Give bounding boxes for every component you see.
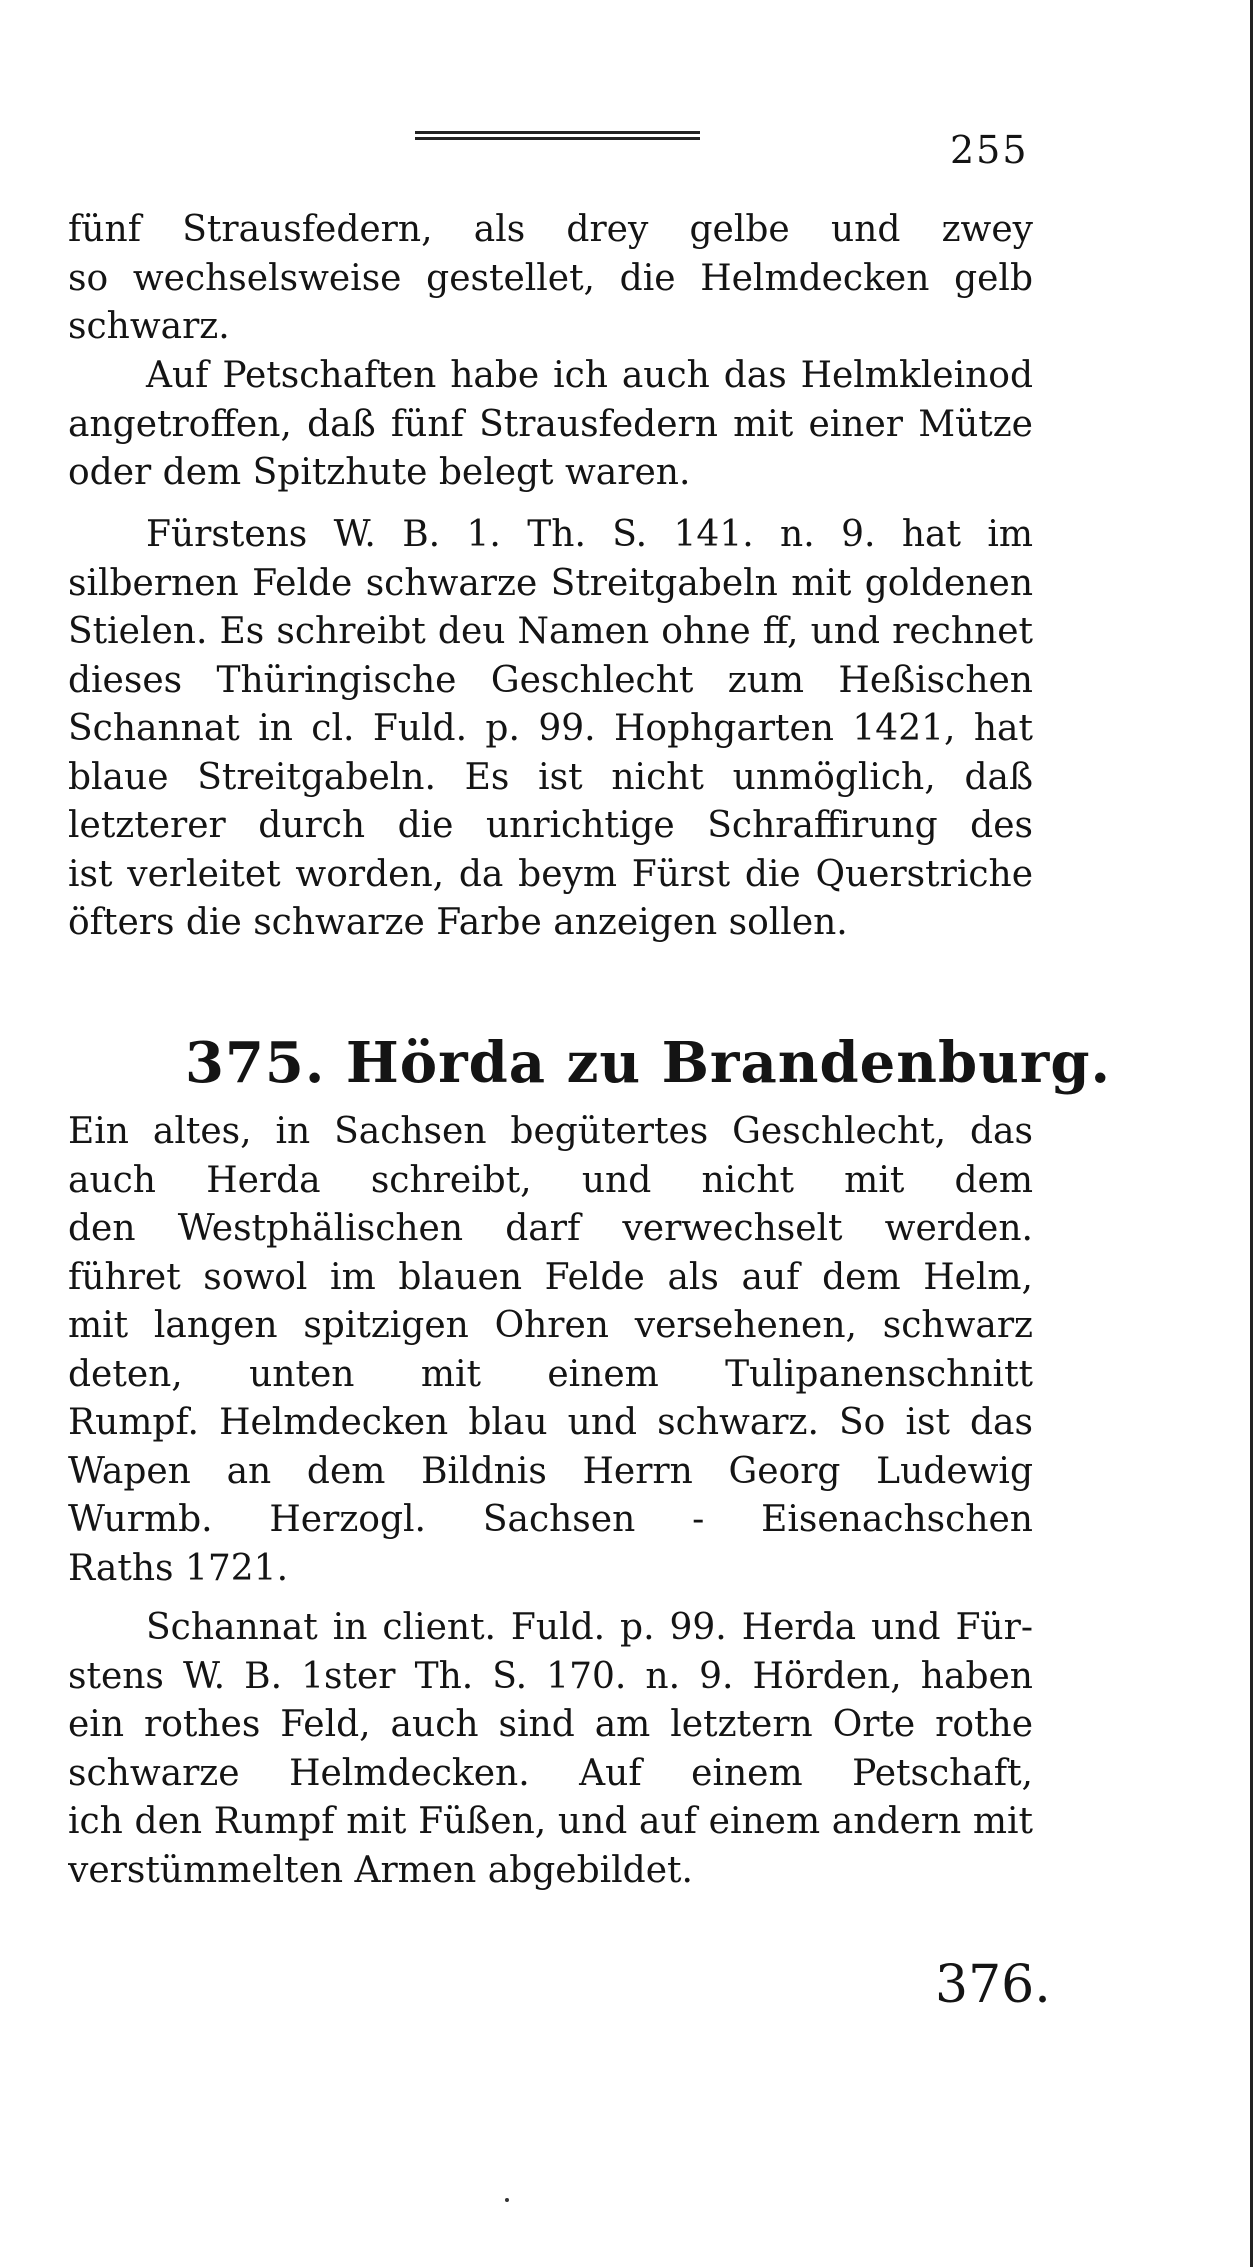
paragraph-4 (68, 1108, 1033, 1593)
text-line: silbernen Felde schwarze Streitgabeln mit goldenen (68, 562, 1033, 604)
text-line: führet sowol im blauen Felde als auf dem Helm, (68, 1256, 1033, 1298)
text-line: Ein altes, in Sachsen begütertes Geschlecht, das (68, 1111, 1033, 1152)
paragraph-3 (68, 511, 1033, 948)
text-line: schwarze Helmdecken. Auf einem Petschaft, (68, 1752, 1033, 1794)
text-line: ist verleitet worden, da beym Fürst die Querstriche (68, 853, 1033, 895)
catchword: 376. (935, 1955, 1051, 2015)
paragraph-1 (68, 206, 1033, 352)
text-line: fünf Strausfedern, als drey gelbe und zwey (68, 209, 1033, 250)
text-line: schwarz. (68, 306, 230, 347)
text-line: mit langen spitzigen Ohren versehenen, schwarz (68, 1305, 1033, 1346)
text-line: angetroffen, daß fünf Strausfedern mit einer Mütze (68, 403, 1033, 445)
text-line: auch Herda schreibt, und nicht mit dem (68, 1159, 1033, 1201)
text-line: den Westphälischen darf verwechselt werden. (68, 1208, 1033, 1249)
section-title: 375. Hörda zu Brandenburg. (185, 1030, 1111, 1096)
text-line: ich den Rumpf mit Füßen, und auf einem andern mit (68, 1801, 1033, 1842)
page-number: 255 (950, 128, 1029, 172)
text-line: stens W. B. 1ster Th. S. 170. n. 9. Hörden, haben (68, 1655, 1033, 1697)
paragraph-2 (68, 352, 1033, 498)
text-line: verstümmelten Armen abgebildet. (68, 1849, 693, 1891)
text-line: so wechselsweise gestellet, die Helmdecken gelb (68, 257, 1033, 299)
text-line: dieses Thüringische Geschlecht zum Heßischen (68, 659, 1033, 701)
text-line: deten, unten mit einem Tulipanenschnitt (68, 1353, 1033, 1395)
text-line: letzterer durch die unrichtige Schraffirung des (68, 805, 1033, 846)
text-line: Wurmb. Herzogl. Sachsen - Eisenachschen (68, 1499, 1033, 1540)
ink-speck (505, 2198, 509, 2202)
text-line: Schannat in cl. Fuld. p. 99. Hophgarten 1421, hat (68, 708, 1033, 749)
text-line: Wapen an dem Bildnis Herrn Georg Ludewig (68, 1450, 1033, 1492)
page-edge-divider (1250, 0, 1253, 2267)
paragraph-5 (68, 1604, 1033, 1895)
text-line: Schannat in client. Fuld. p. 99. Herda und Für- (146, 1607, 1033, 1648)
text-line: Stielen. Es schreibt deu Namen ohne ff, und rechnet (68, 611, 1033, 652)
text-line: blaue Streitgabeln. Es ist nicht unmöglich, daß (68, 756, 1033, 798)
header-ornament-rule (415, 131, 700, 145)
text-line: öfters die schwarze Farbe anzeigen sollen. (68, 902, 848, 943)
text-line: Raths 1721. (68, 1547, 289, 1589)
text-line: ein rothes Feld, auch sind am letztern Orte rothe (68, 1704, 1033, 1745)
text-line: Auf Petschaften habe ich auch das Helmkleinod (146, 355, 1033, 396)
text-line: Rumpf. Helmdecken blau und schwarz. So ist das (68, 1402, 1033, 1443)
text-line: oder dem Spitzhute belegt waren. (68, 452, 691, 493)
text-line: Fürstens W. B. 1. Th. S. 141. n. 9. hat im (146, 514, 1033, 555)
